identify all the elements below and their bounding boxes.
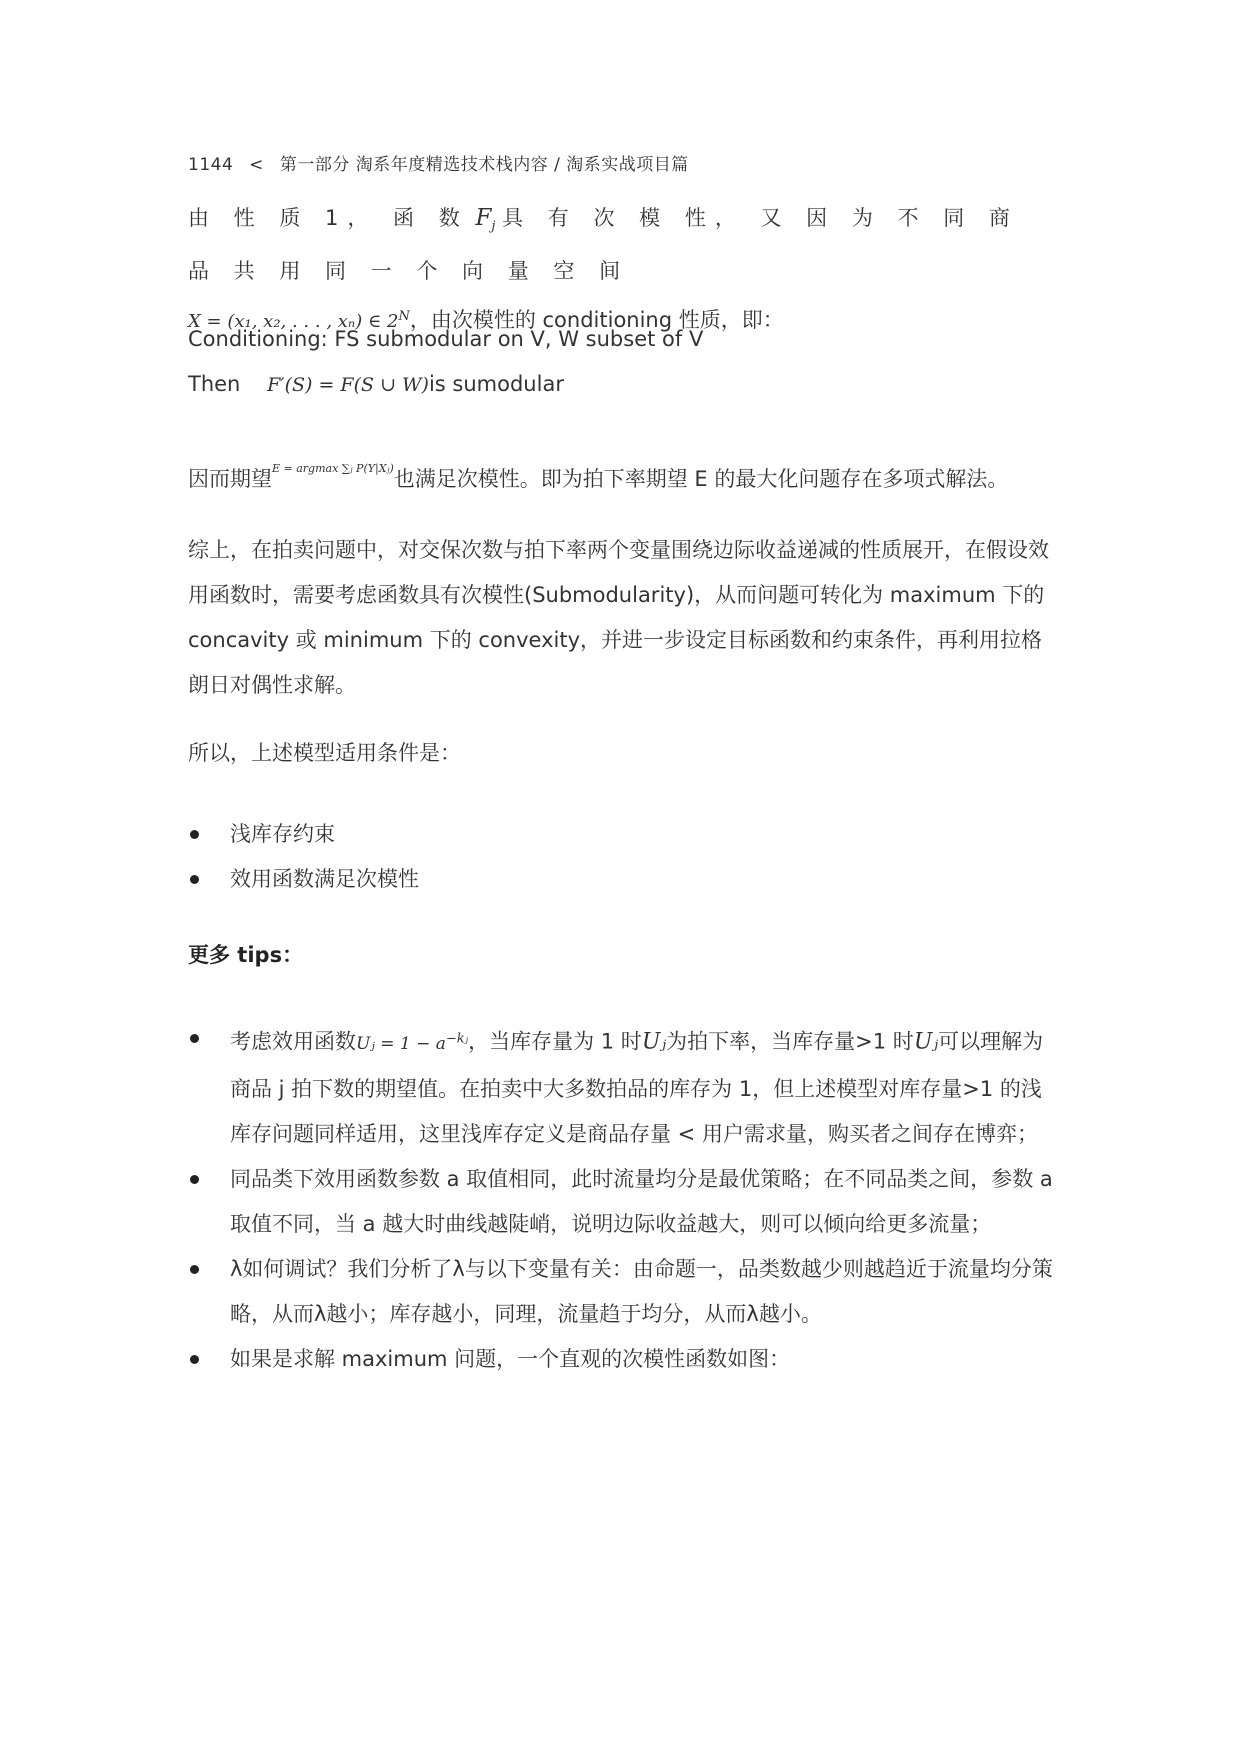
bullet-icon <box>190 1034 199 1043</box>
paragraph-text: 具 有 次 模 性， 又 因 为 不 同 商 品 共 用 同 一 个 向 量 空 间 <box>188 206 1019 284</box>
paragraph-conditions-intro: 所以，上述模型适用条件是： <box>188 741 461 765</box>
list-item: λ如何调试？我们分析了λ与以下变量有关：由命题一，品类数越少则越趋近于流量均分策略，从而λ越小；库存越小，同理，流量趋于均分，从而λ越小。 <box>188 1247 1058 1337</box>
tips-heading: 更多 tips： <box>188 943 304 967</box>
bullet-icon <box>190 1265 199 1274</box>
math-argmax: E = argmax ∑ⱼ P(Y|Xⱼ) <box>272 462 394 475</box>
math-Uj: Uⱼ <box>641 1029 667 1055</box>
paragraph-expectation <box>188 446 1058 502</box>
list-item: 考虑效用函数Uⱼ = $1 - a^{-kⱼ}$，当库存量为 1 时Uⱼ为拍下率，当库存量>1 时Uⱼ可以理解为商品 j 拍下数的期望值。在拍卖中大多数拍品的库存为 1，但上述模型对库存量>1 的浅库存问题同样适用，这里浅库存定义是商品存量 < 用户需求量，购买者之间存在博弈； <box>188 1016 1058 1157</box>
tips-list <box>188 1016 1058 1382</box>
page-number: 1144 <box>188 155 234 175</box>
math-Uj-definition: Uⱼ = $1 - a^{-kⱼ}$ <box>356 1031 469 1054</box>
header-part-title: 第一部分 淘系年度精选技术栈内容 / 淘系实战项目篇 <box>279 155 689 175</box>
bullet-icon <box>190 830 199 839</box>
list-item: 效用函数满足次模性 <box>188 857 1058 902</box>
math-X-set: X = (x₁, x₂, . . . , xₙ) ∈ $2^N$ <box>188 309 410 333</box>
conditioning-line: Conditioning: FS submodular on V, W subset of V <box>188 327 704 351</box>
header-separator: < <box>249 155 264 175</box>
conditioning-block <box>188 317 1058 408</box>
bullet-icon <box>190 1175 199 1184</box>
then-line: Then F′(S) = F(S ∪ W)is sumodular <box>188 372 564 396</box>
list-item: 同品类下效用函数参数 a 取值相同，此时流量均分是最优策略；在不同品类之间，参数 a 取值不同，当 a 越大时曲线越陡峭，说明边际收益越大，则可以倾向给更多流量； <box>188 1157 1058 1247</box>
paragraph-text: 因而期望 <box>188 467 272 491</box>
bullet-icon <box>190 1355 199 1364</box>
math-Uj: Uⱼ <box>913 1029 939 1055</box>
math-F-prime: F′(S) = F(S ∪ W) <box>267 374 429 396</box>
bullet-icon <box>190 875 199 884</box>
conditions-list <box>188 812 1058 902</box>
math-Fj: $F_j$ <box>475 205 496 235</box>
paragraph-text: 也满足次模性。即为拍下率期望 E 的最大化问题存在多项式解法。 <box>393 467 1009 491</box>
list-item: 如果是求解 maximum 问题，一个直观的次模性函数如图： <box>188 1337 1058 1382</box>
paragraph-text: ，由次模性的 conditioning 性质，即： <box>409 308 784 333</box>
list-item: 浅库存约束 <box>188 812 1058 857</box>
paragraph-summary: 综上，在拍卖问题中，对交保次数与拍下率两个变量围绕边际收益递减的性质展开，在假设效用函数时，需要考虑函数具有次模性(Submodularity)，从而问题可转化为 maximum 下的 concavity 或 minimum 下的 convexity，并进一步设定目标函数和约束条件，再利用拉格朗日对偶性求解。 <box>188 538 1049 697</box>
running-header <box>188 150 699 175</box>
paragraph-text: 由 性 质 1， 函 数 <box>188 206 469 230</box>
